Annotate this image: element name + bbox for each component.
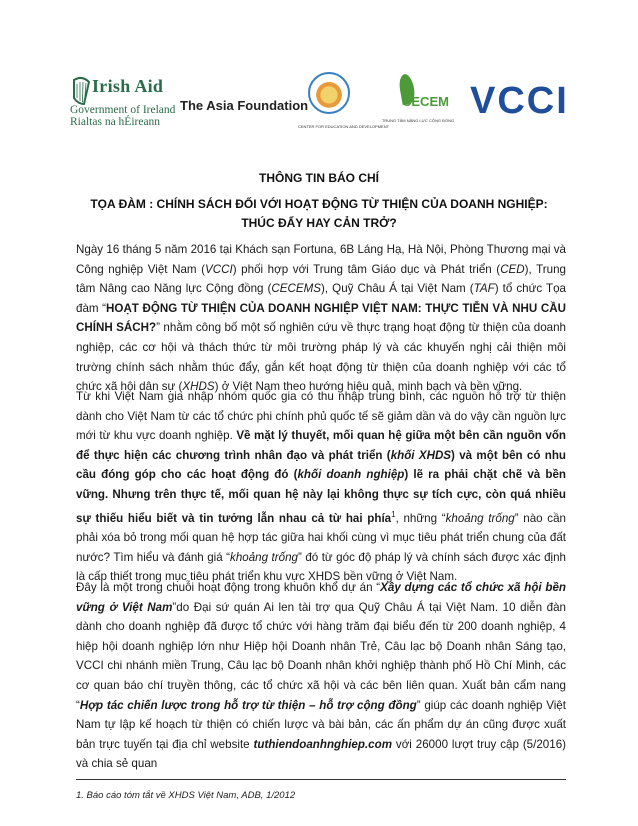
logo-strip xyxy=(0,66,638,146)
website-link: tuthiendoanhnghiep.com xyxy=(253,737,392,751)
doc-title: THÔNG TIN BÁO CHÍ xyxy=(259,171,379,185)
cecem-caption: TRUNG TÂM NĂNG LỰC CỘNG ĐỒNG xyxy=(381,118,455,123)
ced-emblem-icon xyxy=(308,72,350,114)
paragraph-3: Đây là một trong chuỗi hoạt động trong khuôn khổ dự án “Xây dựng các tổ chức xã hội bền vững ở Việt Nam”do Đại sứ quán Ai len tài trợ qua Quỹ Châu Á tại Việt Nam. 10 diễn đàn dành cho doanh nghiệp đã được tổ chức với hàng trăm đại biểu đến từ 200 doanh nghiệp, 4 hiệp hội doanh nghiệp lớn như Hiệp hội Doanh nhân Trẻ, Câu lạc bộ Doanh nhân Sáng tạo, VCCI chi nhánh miền Trung, Câu lạc bộ Doanh nhân khởi nghiệp thành phố Hồ Chí Minh, các cơ quan báo chí truyền thông, các tổ chức xã hội và các bên liên quan. Xuất bản cẩm nang “Hợp tác chiến lược trong hỗ trợ từ thiện – hỗ trợ cộng đồng” giúp các doanh nghiệp Việt Nam tự lập kế hoạch từ thiện có chiến lược và bài bản, các ấn phẩm dự án cũng được xuất bản trực tuyến tại địa chỉ website tuthiendoanhnghiep.com với 26000 lượt truy cập (5/2016) và chia sẻ quan xyxy=(76,581,567,771)
vcci-logo: VCCI xyxy=(470,80,569,122)
footnote-divider xyxy=(76,779,566,780)
irish-aid-subtitle xyxy=(70,104,175,128)
irish-aid-line2: Rialtas na hÉireann xyxy=(70,116,161,128)
ced-logo xyxy=(298,72,390,142)
ced-caption: CENTER FOR EDUCATION AND DEVELOPMENT xyxy=(298,124,390,129)
asia-foundation-logo: The Asia Foundation xyxy=(180,98,309,113)
doc-subtitle-line2: THÚC ĐẨY HAY CẢN TRỞ? xyxy=(241,216,397,230)
irish-aid-name: Irish Aid xyxy=(92,76,164,96)
harp-icon xyxy=(70,76,92,106)
doc-subtitle-line1: TỌA ĐÀM : CHÍNH SÁCH ĐỐI VỚI HOẠT ĐỘNG TỪ THIỆN CỦA DOANH NGHIỆP: xyxy=(90,197,548,211)
paragraph-2: Từ khi Việt Nam gia nhập nhóm quốc gia có thu nhập trung bình, các nguồn hỗ trợ từ thiện dành cho Việt Nam từ các tổ chức phi chính phủ quốc tế sẽ giảm dần và do vậy cần nguồn lực mới từ khu vực doanh nghiệp. Về mặt lý thuyết, mối quan hệ giữa một bên cần nguồn vốn để thực hiện các chương trình nhân đạo và phát triển (khối XHDS) và một bên có nhu cầu đóng góp cho các hoạt động đó (khối doanh nghiệp) lẽ ra phải chặt chẽ và bền vững. Nhưng trên thực tế, mối quan hệ này lại không thực sự tích cực, còn quá nhiều sự thiếu hiểu biết và tin tưởng lẫn nhau cả từ hai phía$^1$, những “khoảng trống” nào cần phải xóa bỏ trong mối quan hệ hợp tác giữa hai khối cùng vì mục tiêu phát triển chung của đất nước? Tìm hiểu và đánh giá “khoảng trống” đó từ góc độ pháp lý và chính sách được xác định là cấp thiết trong mục tiêu phát triển khu vực XHDS bền vững ở Việt Nam. xyxy=(76,390,567,584)
footnote: 1. Báo cáo tóm tắt về XHDS Việt Nam, ADB, 1/2012 xyxy=(76,790,296,801)
cecem-name: CECEM xyxy=(402,94,449,109)
cecem-logo xyxy=(372,72,464,142)
irish-aid-line1: Government of Ireland xyxy=(70,104,176,116)
footnote-ref: 1 xyxy=(391,509,396,519)
paragraph-1: Ngày 16 tháng 5 năm 2016 tại Khách sạn Fortuna, 6B Láng Hạ, Hà Nội, Phòng Thương mại và Công nghiệp Việt Nam (VCCI) phối hợp với Trung tâm Giáo dục và Phát triển (CED), Trung tâm Nâng cao Năng lực Cộng đồng (CECEMS), Quỹ Châu Á tại Việt Nam (TAF) tổ chức Tọa đàm “HOẠT ĐỘNG TỪ THIỆN CỦA DOANH NGHIỆP VIỆT NAM: THỰC TIỄN VÀ NHU CẦU CHÍNH SÁCH?” nhằm công bố một số nghiên cứu về thực trạng hoạt động từ thiện của doanh nghiệp, các cơ hội và thách thức từ môi trường pháp lý và các khuyến nghị cải thiện môi trường chính sách nhằm thúc đẩy, gắn kết hoạt động từ thiện của doanh nghiệp với các tổ chức xã hội dân sự (XHDS) ở Việt Nam theo hướng hiệu quả, minh bạch và bền vững. xyxy=(76,243,566,394)
